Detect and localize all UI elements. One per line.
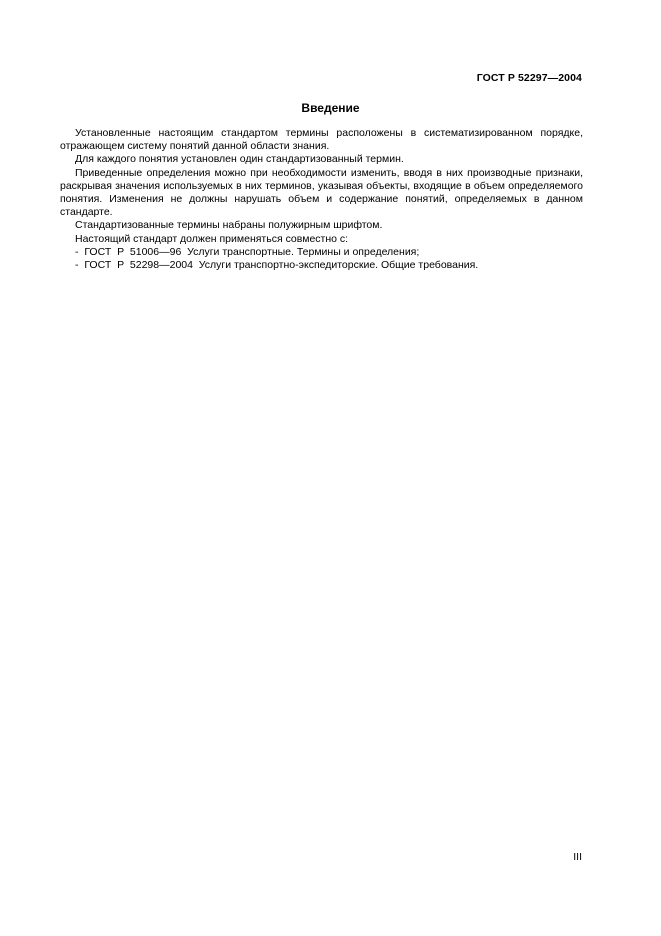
- page-number: III: [573, 851, 582, 863]
- document-code-header: ГОСТ Р 52297—2004: [476, 72, 582, 84]
- paragraph-bold-terms: Стандартизованные термины набраны полужирным шрифтом.: [75, 219, 383, 232]
- paragraph-applied-with: Настоящий стандарт должен применяться совместно с:: [75, 232, 349, 245]
- paragraph-single-term: Для каждого понятия установлен один стандартизованный термин.: [75, 153, 404, 166]
- paragraph-definitions: Приведенные определения можно при необходимости изменить, вводя в них производные признаки, раскрывая значения используемых в них терминов, указывая объекты, входящие в объем определяемого понятия. Изменения не должны нарушать объем и содержание понятий, определяемых в данном стандарте.: [60, 166, 583, 219]
- paragraph-term-order: Установленные настоящим стандартом термины расположены в систематизированном порядке, отражающем систему понятий данной области знания.: [60, 127, 583, 153]
- section-title: Введение: [301, 101, 360, 115]
- reference-item: - ГОСТ Р 52298—2004 Услуги транспортно-экспедиторские. Общие требования.: [75, 259, 479, 272]
- introduction-body: [60, 127, 583, 272]
- reference-item: - ГОСТ Р 51006—96 Услуги транспортные. Термины и определения;: [75, 245, 420, 258]
